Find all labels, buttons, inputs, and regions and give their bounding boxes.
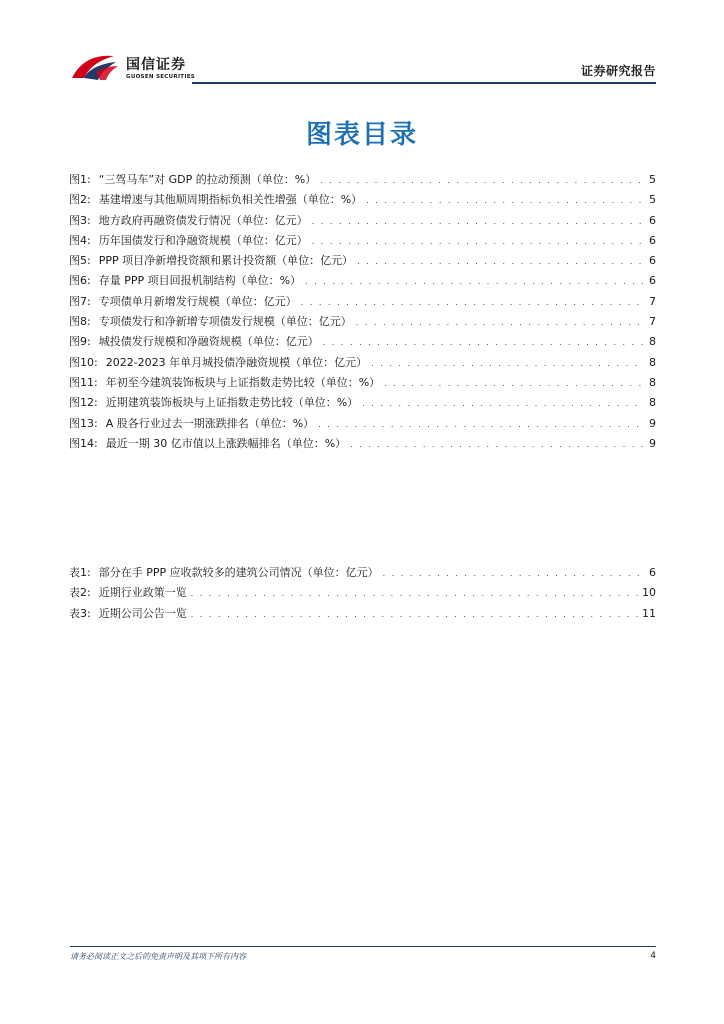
- figure-toc-entry-title: 最近一期 30 亿市值以上涨跌幅排名（单位：%）: [105, 436, 347, 450]
- dot-leader: [367, 354, 644, 374]
- dot-leader: [353, 252, 644, 272]
- page-footer: [70, 946, 656, 961]
- dot-leader: [308, 212, 644, 232]
- dot-leader: [308, 232, 644, 252]
- table-toc-entry-label: 表3:: [69, 606, 91, 620]
- figure-toc-entry-title: 专项债单月新增发行规模（单位：亿元）: [98, 294, 297, 308]
- figure-toc-entry-page-number: 8: [649, 335, 656, 349]
- dot-leader: [187, 584, 642, 604]
- figure-toc-entry[interactable]: [69, 373, 656, 393]
- figure-toc-entry[interactable]: [69, 170, 656, 190]
- table-toc-entry[interactable]: [69, 563, 656, 583]
- figure-toc-entry-page-number: 7: [649, 294, 656, 308]
- figure-toc-entry-title: 基建增速与其他顺周期指标负相关性增强（单位：%）: [98, 193, 363, 207]
- figure-toc-entry[interactable]: [69, 211, 656, 231]
- figure-toc-entry-title: 近期建筑装饰板块与上证指数走势比较（单位：%）: [105, 396, 359, 410]
- dot-leader: [380, 374, 644, 394]
- figure-toc-entry[interactable]: [69, 231, 656, 251]
- figure-toc-entry-label: 图9:: [69, 335, 91, 349]
- dot-leader: [319, 333, 644, 353]
- page-number: 4: [650, 951, 656, 961]
- figure-toc-entry-title: “三驾马车”对 GDP 的拉动预测（单位：%）: [98, 173, 317, 186]
- figure-toc-entry-label: 图1:: [69, 173, 91, 186]
- figure-toc-entry-label: 图8:: [69, 315, 91, 329]
- figure-toc-entry-page-number: 8: [649, 396, 656, 410]
- brand-name-cn: 国信证券: [126, 57, 186, 73]
- dot-leader: [358, 394, 644, 414]
- table-toc-entry[interactable]: [69, 583, 656, 603]
- table-toc-entry[interactable]: [69, 604, 656, 624]
- dot-leader: [301, 272, 644, 292]
- dot-leader: [297, 293, 644, 313]
- figure-toc-entry-page-number: 6: [649, 254, 656, 268]
- figure-toc-entry[interactable]: [69, 414, 656, 434]
- dot-leader: [362, 191, 644, 211]
- figure-list: [69, 170, 656, 454]
- dot-leader: [187, 605, 642, 625]
- figure-toc-entry-label: 图5:: [69, 254, 91, 268]
- figure-toc-entry-title: PPP 项目净新增投资额和累计投资额（单位：亿元）: [98, 254, 354, 268]
- figure-toc-entry-title: 城投债发行规模和净融资规模（单位：亿元）: [98, 335, 319, 349]
- guosen-logo-mark-icon: [70, 52, 120, 82]
- report-type-label: 证券研究报告: [580, 64, 656, 78]
- figure-toc-entry-title: A 股各行业过去一期涨跌排名（单位：%）: [105, 416, 315, 430]
- table-toc-entry-page-number: 10: [642, 586, 656, 600]
- figure-toc-entry-page-number: 9: [649, 416, 656, 430]
- dot-leader: [346, 435, 644, 455]
- figure-toc-entry-label: 图13:: [69, 416, 98, 430]
- footer-divider: [70, 946, 656, 947]
- figure-toc-entry[interactable]: [69, 393, 656, 413]
- figure-toc-entry-label: 图2:: [69, 193, 91, 207]
- table-toc-entry-label: 表2:: [69, 586, 91, 600]
- table-toc-entry-title: 部分在手 PPP 应收款较多的建筑公司情况（单位：亿元）: [98, 566, 379, 579]
- figure-toc-entry-title: 专项债发行和净新增专项债发行规模（单位：亿元）: [98, 315, 352, 329]
- figure-toc-entry-title: 历年国债发行和净融资规模（单位：亿元）: [98, 233, 308, 247]
- figure-toc-entry-page-number: 8: [649, 375, 656, 389]
- figure-toc-entry[interactable]: [69, 434, 656, 454]
- figure-toc-entry[interactable]: [69, 332, 656, 352]
- figure-toc-entry[interactable]: [69, 312, 656, 332]
- table-toc-entry-title: 近期公司公告一览: [98, 606, 187, 620]
- figure-toc-entry-label: 图10:: [69, 355, 98, 369]
- figure-toc-entry-label: 图3:: [69, 213, 91, 227]
- header-divider: [192, 82, 656, 84]
- figure-toc-entry[interactable]: [69, 353, 656, 373]
- figure-toc-entry-page-number: 9: [649, 436, 656, 450]
- figure-toc-entry[interactable]: [69, 251, 656, 271]
- table-toc-entry-page-number: 6: [649, 566, 656, 579]
- figure-toc-entry-page-number: 6: [649, 233, 656, 247]
- guosen-logo: [70, 52, 200, 84]
- table-list: [69, 563, 656, 624]
- brand-name-en: GUOSEN SECURITIES: [126, 74, 196, 80]
- figure-toc-entry-title: 地方政府再融资债发行情况（单位：亿元）: [98, 213, 308, 227]
- figure-toc-entry-page-number: 7: [649, 315, 656, 329]
- dot-leader: [379, 564, 644, 584]
- page-header: [70, 48, 656, 84]
- toc-title: 图表目录: [305, 120, 418, 150]
- dot-leader: [314, 415, 644, 435]
- figure-toc-entry-label: 图11:: [69, 375, 98, 389]
- figure-toc-entry-label: 图12:: [69, 396, 98, 410]
- figure-toc-entry-title: 年初至今建筑装饰板块与上证指数走势比较（单位：%）: [105, 375, 381, 389]
- figure-toc-entry-page-number: 5: [649, 193, 656, 207]
- figure-toc-entry-label: 图6:: [69, 274, 91, 288]
- figure-toc-entry-page-number: 6: [649, 213, 656, 227]
- figure-toc-entry-label: 图7:: [69, 294, 91, 308]
- figure-toc-entry-label: 图4:: [69, 233, 91, 247]
- figure-toc-entry[interactable]: [69, 271, 656, 291]
- figure-toc-entry[interactable]: [69, 292, 656, 312]
- figure-toc-entry[interactable]: [69, 190, 656, 210]
- disclaimer-note: 请务必阅读正文之后的免责声明及其项下所有内容: [70, 952, 246, 961]
- figure-toc-entry-page-number: 8: [649, 355, 656, 369]
- figure-toc-entry-page-number: 5: [649, 173, 656, 186]
- dot-leader: [352, 313, 644, 333]
- table-toc-entry-page-number: 11: [642, 606, 656, 620]
- figure-toc-entry-label: 图14:: [69, 436, 98, 450]
- figure-toc-entry-title: 存量 PPP 项目回报机制结构（单位：%）: [98, 274, 302, 288]
- table-toc-entry-label: 表1:: [69, 566, 91, 579]
- figure-toc-entry-title: 2022-2023 年单月城投债净融资规模（单位：亿元）: [105, 355, 368, 369]
- table-toc-entry-title: 近期行业政策一览: [98, 586, 187, 600]
- dot-leader: [316, 171, 644, 191]
- figure-toc-entry-page-number: 6: [649, 274, 656, 288]
